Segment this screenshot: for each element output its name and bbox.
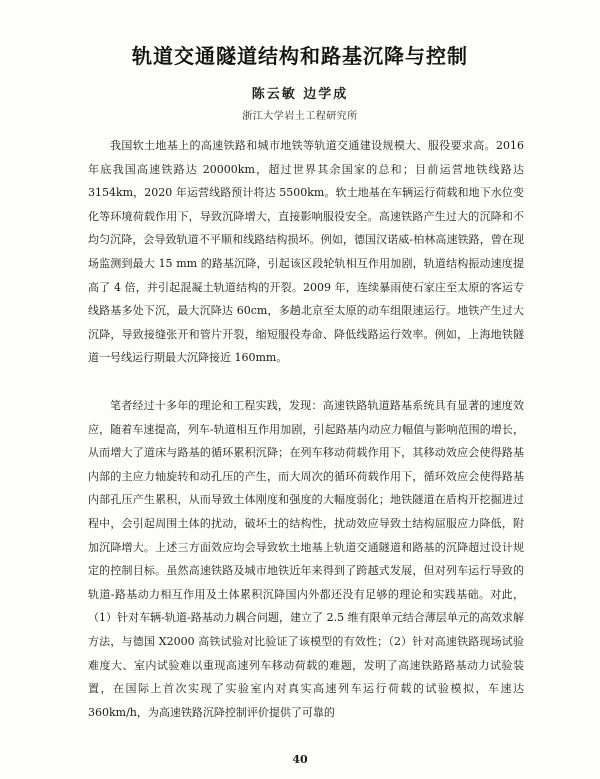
paper-affiliation: 浙江大学岩土工程研究所: [242, 111, 358, 122]
paper-authors: 陈云敏 边学成: [251, 87, 349, 102]
paper-title: 轨道交通隧道结构和路基沉降与控制: [132, 44, 468, 68]
body-paragraph-1: 我国软土地基上的高速铁路和城市地铁等轨道交通建设规模大、服役要求高。2016 年底我国高速铁路达 20000km，超过世界其余国家的总和；目前运营地铁线路达 3154km，2020 年运营线路预计将达 5500km。软土地基在车辆运行荷载和地下水位变化等环境荷载作用下，导致沉降增大，直接影响服役安全。高速铁路产生过大的沉降和不均匀沉降，会导致轨道不平顺和线路结构损坏。例如，德国汉诺威-柏林高速铁路，曾在现场监测到最大 15 mm 的路基沉降，引起该区段轮轨相互作用加剧，轨道结构振动速度提高了 4 倍，并引起混凝土轨道结构的开裂。2009 年，连续暴雨使石家庄至太原的客运专线路基多处下沉，最大沉降达 60cm，多趟北京至太原的动车组限速运行。地铁产生过大沉降，导致接缝张开和管片开裂，缩短服役寿命、降低线路运行效率。例如，上海地铁隧道一号线运行期最大沉降接近 160mm。: [88, 139, 524, 365]
body-paragraph-2: 笔者经过十多年的理论和工程实践，发现：高速铁路轨道路基系统具有显著的速度效应，随着车速提高，列车-轨道相互作用加剧，引起路基内动应力幅值与影响范围的增长，从而增大了道床与路基的循环累积沉降；在列车移动荷载作用下，其移动效应会使得路基内部的主应力轴旋转和动孔压的产生，而大周次的循环荷载作用下，循环效应会使得路基内部孔压产生累积，从而导致土体刚度和强度的大幅度弱化；地铁隧道在盾构开挖掘进过程中，会引起周围土体的扰动，破坏土的结构性，扰动效应导致土结构屈服应力降低，附加沉降增大。上述三方面效应均会导致软土地基上轨道交通隧道和路基的沉降超过设计规定的控制目标。虽然高速铁路及城市地铁近年来得到了跨越式发展，但对列车运行导致的轨道-路基动力相互作用及土体累积沉降国内外都还没有足够的理论和实践基础。对此，（1）针对车辆-轨道-路基动力耦合问题，建立了 2.5 维有限单元结合薄层单元的高效求解方法，与德国 X2000 高铁试验对比验证了该模型的有效性；（2）针对高速铁路现场试验难度大、室内试验难以重现高速列车移动荷载的难题，发明了高速铁路路基动力试验装置，在国际上首次实现了实验室内对真实高速列车运行荷载的试验模拟，车速达 360km/h，为高速铁路沉降控制评价提供了可靠的: [88, 399, 524, 719]
page-number: 40: [292, 753, 308, 766]
